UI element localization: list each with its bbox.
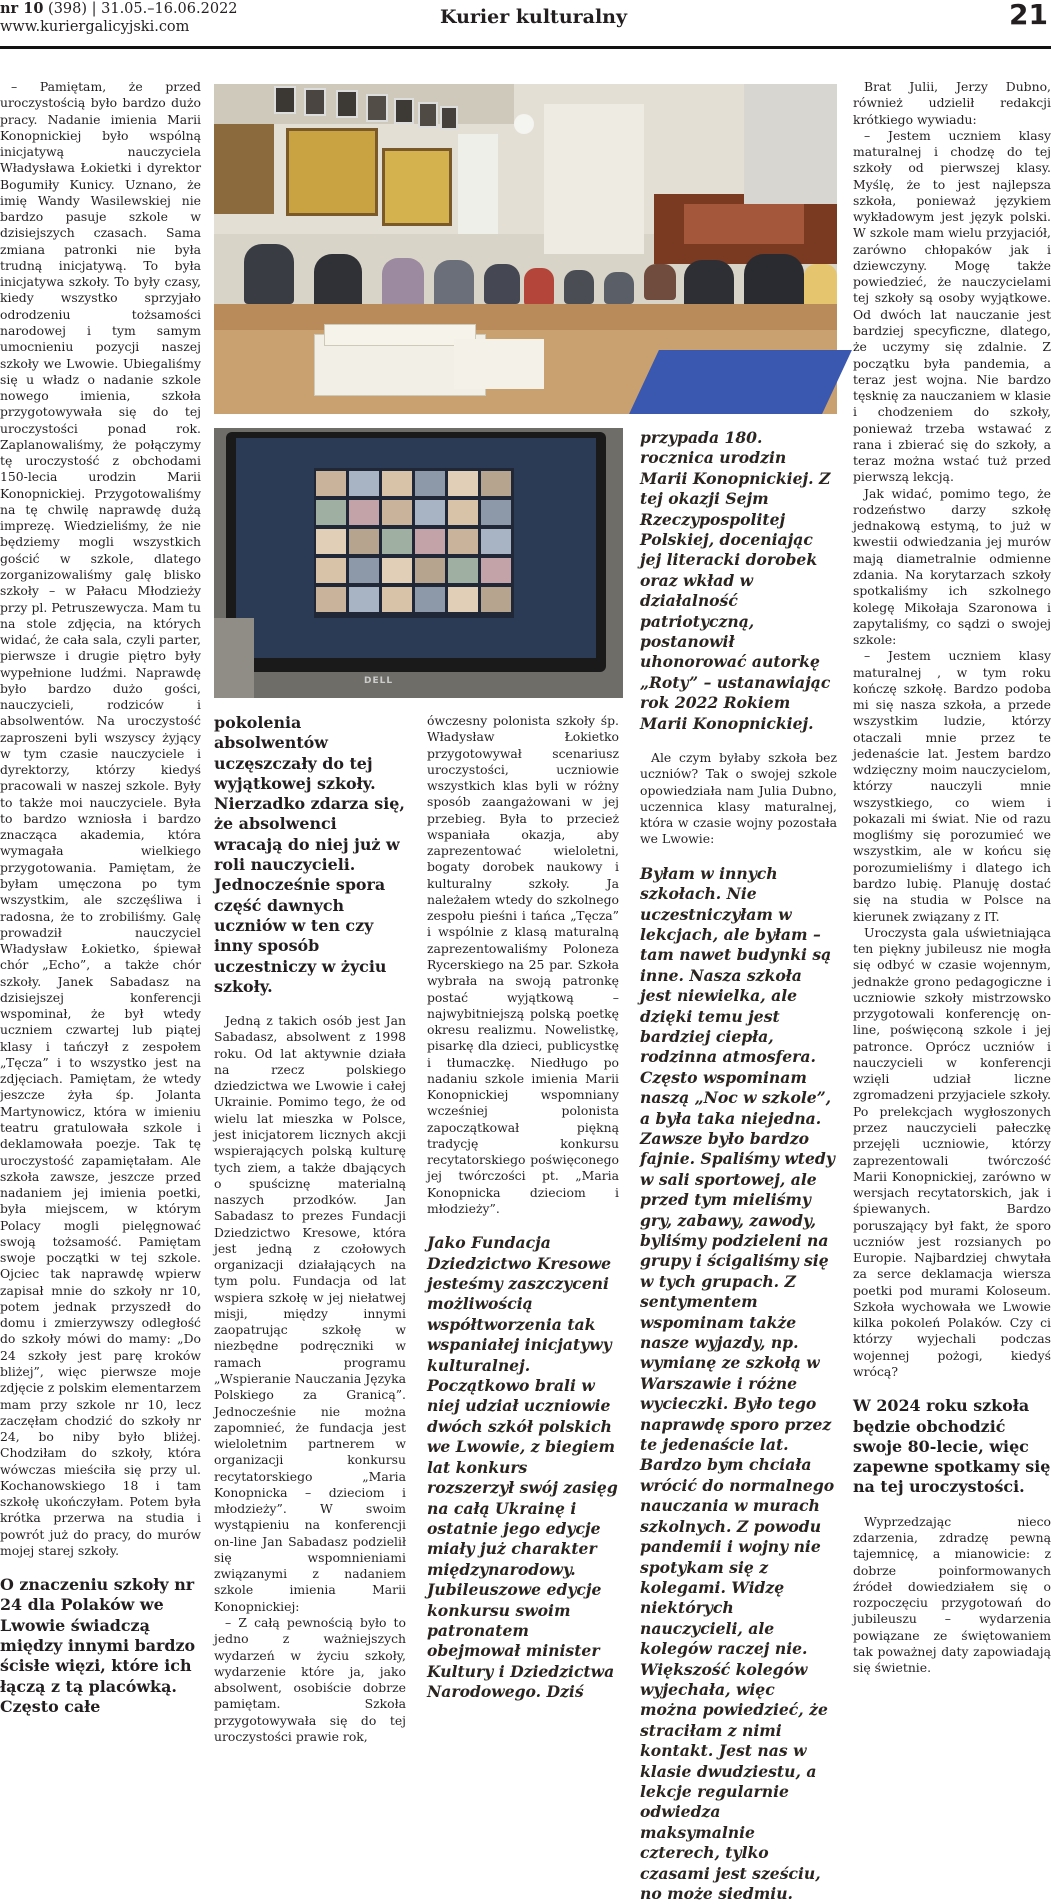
page-header [0,0,1051,49]
article-paragraph: – Jestem uczniem klasy maturalnej , w tym roku kończę szkołę. Bardzo podoba mi się nasza szkoła, a przede wszystkim ludzie, którzy otaczali mnie przez te jedenaście lat. Jestem bardzo wdzięczny moim nauczycielom, którzy nauczyli mnie wszystkiego, co wiem i pokazali mi świat. Nie od razu mogliśmy się porozumieć we wszystkim, ale w końcu się porozumieliśmy i dlatego ich bardzo lubię. Planuję dostać się na studia w Polsce na kierunek związany z IT. [853,648,1051,924]
video-tile [349,500,379,525]
column-4 [640,428,837,1903]
video-tile [316,587,346,612]
column-1 [0,79,201,1716]
video-tile [382,558,412,583]
subheading: O znaczeniu szkoły nr 24 dla Polaków we Lwowie świadczą między innymi bardzo ścisłe więzi, które ich łączą z tą placówką. Często całe [0,1575,196,1716]
video-tile [382,587,412,612]
laptop-brand: DELL [364,676,394,686]
issue-dates: (398) | 31.05.–16.06.2022 [43,1,238,17]
article-paragraph: Ale czym byłaby szkoła bez uczniów? Tak o swojej szkole opowiedziała nam Julia Dubno, uczennica klasy maturalnej, która w czasie wojny pozostała we Lwowie: [640,750,837,847]
video-tile [349,529,379,554]
article-paragraph: Jedną z takich osób jest Jan Sabadasz, absolwent z 1998 roku. Od lat aktywnie działa na rzecz polskiego dziedzictwa we Lwowie i całej Ukrainie. Pomimo tego, że od wielu lat mieszka w Polsce, jest inicjatorem licznych akcji wspierających polską kulturę tych ziem, a także dbających o spuściznę materialną naszych przodków. Jan Sabadasz to prezes Fundacji Dziedzictwo Kresowe, która jest jedną z czołowych organizacji działających na tym polu. Fundacja od lat wspiera szkołę w jej niełatwej misji, między innymi zaopatrując szkołę w niezbędne podręczniki w ramach programu „Wspieranie Nauczania Języka Polskiego za Granicą”. Jednocześnie nie można zapomnieć, że fundacja jest wieloletnim partnerem w organizacji konkursu recytatorskiego „Maria Konopnicka – dzieciom i młodzieży”. W swoim wystąpieniu na konferencji on-line Jan Sabadasz podzielił się wspomnieniami związanymi z nadaniem szkole imienia Marii Konopnickiej: [214,1013,406,1614]
classroom-photo [214,84,837,414]
page-number: 21 [1009,0,1048,31]
video-tile [415,558,445,583]
article-paragraph: Jak widać, pomimo tego, że rodzeństwo darzy szkołę jednakową estymą, to już w kwestii odwiedzania jej murów mają diametralnie odmienne zdania. Na korytarzach szkoły spotkaliśmy ich szkolnego kolegę Mikołaja Szaronowa i zapytaliśmy, co sądzi o swojej szkole: [853,485,1051,648]
video-tile [382,471,412,496]
video-tile [316,529,346,554]
video-tile [481,529,511,554]
article-paragraph: – Pamiętam, że przed uroczystością było bardzo dużo pracy. Nadanie imienia Marii Konopnickiej było wspólną inicjatywą nauczyciela Władysława Łokietki i dyrektor Bogumiły Kunicy. Uznano, że imię Wandy Wasilewskiej nie bardzo pasuje szkole w dzisiejszych czasach. Sama zmiana patronki nie była trudną inicjatywą. To była inicjatywa szkoły. To były czasy, kiedy wszystko sprzyjało odrodzeniu tożsamości narodowej i tym samym umocnieniu pozycji naszej szkoły we Lwowie. Ubiegaliśmy się u władz o nadanie szkole nowego imienia, szkoła przygotowywała się do tej uroczystości ponad rok. Zaplanowaliśmy, że połączymy tę uroczystość z obchodami 150-lecia urodzin Marii Konopnickiej. Przygotowaliśmy na tę chwilę naprawdę dużą imprezę. Wiedzieliśmy, że nie będziemy mogli wszystkich gościć w szkole, dlatego zorganizowaliśmy galę blisko szkoły – w Pałacu Młodzieży przy pl. Petruszewycza. Mam tu na stole zdjęcia, na których widać, że cała sala, czyli parter, pierwsze i drugie piętro były wypełnione ludźmi. Naprawdę było bardzo dużo gości, nauczycieli, rodziców i absolwentów. Na uroczystość zaproszeni byli wszyscy żyjący w tym czasie nauczyciele i dyrektorzy, którzy kiedyś pracowali w naszej szkole. Były to także moi nauczyciele. Była to bardzo wzniosła i bardzo znacząca akademia, która wymagała wielkiego przygotowania. Pamiętam, że byłam umęczona po tym wszystkim, ale szczęśliwa i radosna, że to zrobiliśmy. Galę prowadził nauczyciel Władysław Łokietko, śpiewał chór „Echo”, a także chór szkoły. Janek Sabadasz na dzisiejszej konferencji wspominał, że był wtedy uczniem czwartej lub piątej klasy i tańczył z zespołem „Tęcza” i to wszystko jest na zdjęciach. Pamiętam, że wtedy jeszcze żyła śp. Jolanta Martynowicz, która w imieniu teatru gratulowała szkole i deklamowała poezje. Tak tę uroczystość zapamiętałam. Ale szkoła zawsze, jeszcze przed nadaniem jej imienia poetki, była miejscem, w którym Polacy mogli pielęgnować swoją tożsamość. Pamiętam swoje początki w tej szkole. Ojciec tak naprawdę wpierw zapisał mnie do szkoły nr 10, potem jednak przyszedł do domu i zmierzywszy odległość do szkoły mówi do mamy: „Do 24 szkoły jest parę kroków bliżej”, więc pierwsze moje zdjęcie z polskim elementarzem mam przy szkole nr 10, lecz zaczęłam chodzić do szkoły nr 24, bo niby było bliżej. Chodziłam do szkoły, która wówczas mieściła się przy ul. Kochanowskiego 18 i tam szkołę ukończyłam. Potem była krótka przerwa na studia i powrót już do pracy, do murów mojej starej szkoły. [0,79,201,1558]
video-tile [415,500,445,525]
video-tile [481,587,511,612]
column-5 [853,79,1051,1676]
website-url[interactable]: www.kuriergalicyjski.com [0,19,190,35]
video-tile [448,529,478,554]
video-tile [448,558,478,583]
video-tile [448,587,478,612]
video-tile [415,587,445,612]
video-tile [382,529,412,554]
video-tile [415,471,445,496]
article-paragraph: ówczesny polonista szkoły śp. Władysław Łokietko przygotowywał scenariusz uroczystości, uczniowie wszystkich klas byli w różny sposób zaangażowani w jej przebieg. Była to przecież wspaniała okazja, aby zaprezentować wieloletni, bogaty dorobek naukowy i kulturalny szkoły. Ja należałem wtedy do szkolnego zespołu pieśni i tańca „Tęcza” i wspólnie z klasą maturalną zaprezentowaliśmy Poloneza Rycerskiego na 25 par. Szkoła wybrała na swoją patronkę postać wyjątkową – najwybitniejszą polską poetkę okresu realizmu. Nowelistkę, pisarkę dla dzieci, publicystkę i tłumaczkę. Niedługo po nadaniu szkole imienia Marii Konopnickiej wspomniany wcześniej polonista zapoczątkował piękną tradycję konkursu recytatorskiego poświęconego jej twórczości pt. „Maria Konopnicka dzieciom i młodzieży”. [427,713,619,1216]
video-tile [481,500,511,525]
video-tile [415,529,445,554]
video-tile [382,500,412,525]
article-paragraph: – Jestem uczniem klasy maturalnej i chodzę do tej szkoły od pierwszej klasy. Myślę, że to jest najlepsza szkoła, ponieważ językiem wykładowym jest język polski. W szkole mam wielu przyjaciół, zarówno chłopaków jak i dziewczyny. Mogę także powiedzieć, że nauczycielami tej szkoły są osoby wyjątkowe. Od dwóch lat nauczanie jest bardziej specyficzne, dlatego, że uczymy się zdalnie. Z początku była pandemia, a teraz jest wojna. Nie bardzo tęsknię za nauczaniem w klasie i chodzeniem do szkoły, ponieważ trzeba wstawać z rana i zbierać się do szkoły, a teraz można wstać tuż przed pierwszą lekcją. [853,127,1051,485]
video-tile [448,471,478,496]
column-2 [214,713,406,1744]
video-tile [349,558,379,583]
online-conference-photo [214,428,623,698]
video-tile [349,471,379,496]
pull-quote: Jako Fundacja Dziedzictwo Kresowe jesteśmy zaszczyceni możliwością współtworzenia tak wspaniałej inicjatywy kulturalnej. Początkowo brali w niej udział uczniowie dwóch szkół polskich we Lwowie, z biegiem lat konkurs rozszerzył swój zasięg na całą Ukrainę i ostatnie jego edycje miały już charakter międzynarodowy. Jubileuszowe edycje konkursu swoim patronatem obejmował minister Kultury i Dziedzictwa Narodowego. Dziś [427,1233,618,1702]
pull-quote-continued: przypada 180. rocznica urodzin Marii Konopnickiej. Z tej okazji Sejm Rzeczypospolitej Polskiej, doceniając jej literacki dorobek oraz wkład w działalność patriotyczną, postanowił uhonorować autorkę „Roty” – ustanawiając rok 2022 Rokiem Marii Konopnickiej. [640,428,831,733]
article-paragraph: – Z całą pewnością było to jedno z ważniejszych wydarzeń w życiu szkoły, wydarzenie które ja, jako absolwent, osobiście dobrze pamiętam. Szkoła przygotowywała się do tej uroczystości prawie rok, [214,1614,406,1744]
subheading-continued: pokolenia absolwentów uczęszczały do tej wyjątkowej szkoły. Nierzadko zdarza się, że absolwenci wracają do niej już w roli nauczycieli. Jednocześnie spora część dawnych uczniów w ten czy inny sposób uczestniczy w życiu szkoły. [214,713,405,996]
video-tile [481,471,511,496]
article-paragraph: Wyprzedzając nieco zdarzenia, zdradzę pewną tajemnicę, a mianowicie: z dobrze poinformowanych źródeł dowiedziałem się o rozpoczęciu przygotowań do jubileuszu – wydarzenia powiązane ze świętowaniem tak poważnej daty zapowiadają się świetnie. [853,1513,1051,1676]
video-tile [316,558,346,583]
article-paragraph: Uroczysta gala uświetniająca ten piękny jubileusz nie mogła się odbyć w czasie wojennym, jednakże grono pedagogiczne i uczniowie szkoły mistrzowsko przygotowali konferencję on-line, poświęconą szkole i jej patronce. Oprócz uczniów i nauczycieli w konferencji wzięli udział liczne zgromadzeni przyjaciele szkoły. Po prelekcjach wygłoszonych przez nauczycieli pałeczkę przejęli uczniowie, którzy zaprezentowali twórczość Marii Konopnickiej, zarówno w wersjach recytatorskich, jak i śpiewanych. Bardzo poruszający był fakt, że sporo uczniów jest rozsianych po Europie. Najbardziej chwytała za serce deklamacja wiersza poetki pod murami Koloseum. Szkoła wychowała we Lwowie kilka pokoleń Polaków. Czy ci którzy wyjechali podczas wojennej pożogi, kiedyś wrócą? [853,924,1051,1379]
video-tile [481,558,511,583]
subheading: W 2024 roku szkoła będzie obchodzić swoje 80-lecie, więc zapewne spotkamy się na tej uroczystości. [853,1396,1051,1497]
video-tile [349,587,379,612]
video-tile [448,500,478,525]
video-tile [316,500,346,525]
section-title: Kurier kulturalny [440,6,628,28]
article-paragraph: Brat Julii, Jerzy Dubno, również udzielił redakcji krótkiego wywiadu: [853,79,1051,127]
issue-number: nr 10 [0,0,44,17]
student-quote: Byłam w innych szkołach. Nie uczestniczyłam w lekcjach, ale byłam – tam nawet budynki są inne. Nasza szkoła jest niewielka, ale dzięki temu jest bardziej ciepła, rodzinna atmosfera. Często wspominam naszą „Noc w szkole”, a była taka niejedna. Zawsze było bardzo fajnie. Spaliśmy wtedy w sali sportowej, ale przed tym mieliśmy gry, zabawy, zawody, byliśmy podzieleni na grupy i ścigaliśmy się w tych grupach. Z sentymentem wspominam także nasze wyjazdy, np. wymianę ze szkołą w Warszawie i różne wycieczki. Było tego naprawdę sporo przez te jedenaście lat. Bardzo bym chciała wrócić do normalnego nauczania w murach szkolnych. Z powodu pandemii i wojny nie spotykam się z kolegami. Widzę niektórych nauczycieli, ale kolegów raczej nie. Większość kolegów wyjechała, więc można powiedzieć, że straciłam z nimi kontakt. Jest nas w klasie dwudziestu, a lekcje regularnie odwiedza maksymalnie czterech, tylko czasami jest sześciu, no może siedmiu. [640,863,835,1903]
video-tile [316,471,346,496]
column-3 [427,713,619,1702]
issue-info [0,0,238,18]
